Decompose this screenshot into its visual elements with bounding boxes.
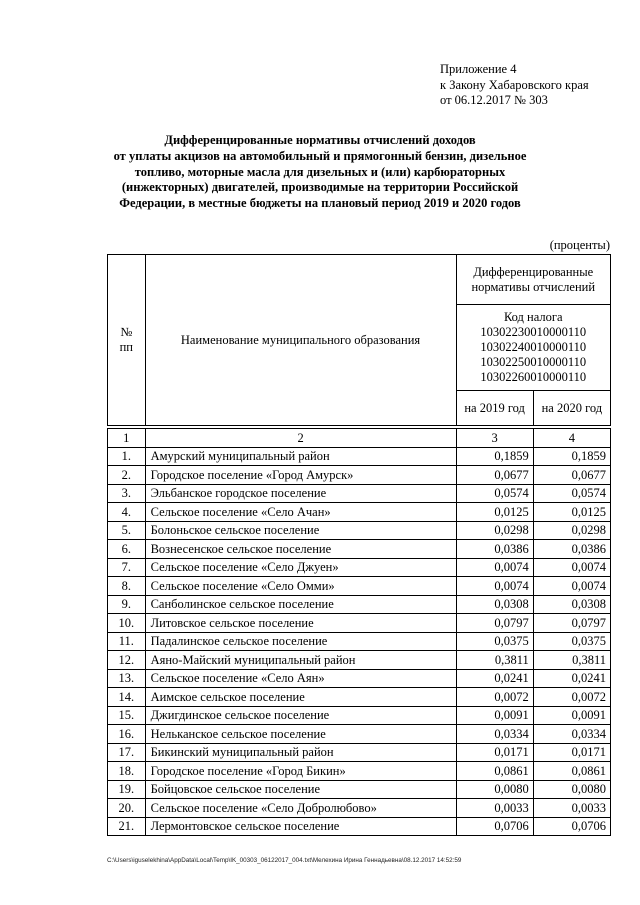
row-name: Аимское сельское поселение (145, 688, 456, 707)
row-name: Литовское сельское поселение (145, 614, 456, 633)
title-line: от уплаты акцизов на автомобильный и прямогонный бензин, дизельное (113, 148, 527, 163)
table-row (108, 466, 611, 485)
value-2019: 0,0171 (456, 743, 533, 762)
value-2020: 0,0375 (533, 632, 610, 651)
row-number: 19. (108, 780, 146, 799)
table-row (108, 817, 611, 836)
header-year-2019 (456, 391, 533, 426)
units-label: (проценты) (549, 238, 610, 252)
table-row (108, 447, 611, 466)
row-name: Болоньское сельское поселение (145, 521, 456, 540)
value-2020: 0,0072 (533, 688, 610, 707)
value-2020: 0,0574 (533, 484, 610, 503)
row-name: Сельское поселение «Село Омми» (145, 577, 456, 596)
row-number: 21. (108, 817, 146, 836)
row-number: 5. (108, 521, 146, 540)
table-row (108, 799, 611, 818)
value-2020: 0,0091 (533, 706, 610, 725)
tax-code: 10302230010000110 (480, 325, 587, 339)
table-row (108, 669, 611, 688)
annex-reference (440, 62, 589, 109)
row-number: 3. (108, 484, 146, 503)
title-line: топливо, моторные масла для дизельных и (или) карбюраторных (134, 164, 506, 179)
row-number: 13. (108, 669, 146, 688)
tax-code: 10302250010000110 (480, 355, 587, 369)
value-2019: 0,0080 (456, 780, 533, 799)
row-number: 6. (108, 540, 146, 559)
value-2019: 0,0574 (456, 484, 533, 503)
row-name: Бойцовское сельское поселение (145, 780, 456, 799)
value-2019: 0,1859 (456, 447, 533, 466)
row-name: Эльбанское городское поселение (145, 484, 456, 503)
table-row (108, 743, 611, 762)
table-row (108, 540, 611, 559)
value-2019: 0,0072 (456, 688, 533, 707)
value-2019: 0,3811 (456, 651, 533, 670)
table-row (108, 484, 611, 503)
value-2020: 0,0797 (533, 614, 610, 633)
row-number: 10. (108, 614, 146, 633)
tax-code-label: Код налога (503, 310, 563, 324)
row-number: 1. (108, 447, 146, 466)
value-2020: 0,0706 (533, 817, 610, 836)
value-2020: 0,0298 (533, 521, 610, 540)
column-number: 1 (108, 429, 146, 448)
value-2020: 0,0241 (533, 669, 610, 688)
value-2019: 0,0125 (456, 503, 533, 522)
row-name: Лермонтовское сельское поселение (145, 817, 456, 836)
table-row (108, 725, 611, 744)
table-row (108, 503, 611, 522)
row-number: 12. (108, 651, 146, 670)
header-name (145, 255, 456, 426)
table-row (108, 614, 611, 633)
title-line: (инжекторных) двигателей, производимые на территории Российской (121, 180, 519, 195)
tax-code: 10302240010000110 (480, 340, 587, 354)
value-2020: 0,0074 (533, 577, 610, 596)
row-name: Санболинское сельское поселение (145, 595, 456, 614)
table-row (108, 577, 611, 596)
column-number: 2 (145, 429, 456, 448)
value-2019: 0,0033 (456, 799, 533, 818)
row-number: 20. (108, 799, 146, 818)
header-year-2019-text: на 2019 год (464, 400, 525, 415)
annex-line-2: к Закону Хабаровского края (440, 77, 589, 92)
data-table-body (108, 429, 611, 836)
table-row (108, 651, 611, 670)
table-row (108, 688, 611, 707)
row-number: 4. (108, 503, 146, 522)
header-name-text: Наименование муниципального образования (180, 332, 421, 347)
header-num-text: № пп (119, 325, 133, 354)
row-name: Городское поселение «Город Амурск» (145, 466, 456, 485)
value-2019: 0,0241 (456, 669, 533, 688)
header-norms-text: Дифференцированные нормативы отчислений (471, 264, 596, 294)
value-2020: 0,0386 (533, 540, 610, 559)
header-num (108, 255, 146, 426)
value-2020: 0,0677 (533, 466, 610, 485)
value-2019: 0,0677 (456, 466, 533, 485)
table-row (108, 521, 611, 540)
row-number: 9. (108, 595, 146, 614)
row-name: Сельское поселение «Село Добролюбово» (145, 799, 456, 818)
row-name: Городское поселение «Город Бикин» (145, 762, 456, 781)
value-2020: 0,3811 (533, 651, 610, 670)
title-line: Федерации, в местные бюджеты на плановый период 2019 и 2020 годов (119, 196, 521, 211)
row-number: 14. (108, 688, 146, 707)
value-2019: 0,0091 (456, 706, 533, 725)
value-2020: 0,0074 (533, 558, 610, 577)
column-number: 3 (456, 429, 533, 448)
header-norms (456, 255, 610, 305)
value-2020: 0,0861 (533, 762, 610, 781)
row-number: 11. (108, 632, 146, 651)
table-row (108, 632, 611, 651)
table-header (107, 254, 611, 426)
data-table (107, 428, 611, 836)
table-row (108, 706, 611, 725)
header-year-2020-text: на 2020 год (541, 400, 603, 415)
value-2019: 0,0706 (456, 817, 533, 836)
annex-line-3: от 06.12.2017 № 303 (440, 93, 548, 107)
column-number: 4 (533, 429, 610, 448)
value-2019: 0,0308 (456, 595, 533, 614)
row-number: 8. (108, 577, 146, 596)
document-title (100, 133, 540, 212)
value-2020: 0,0125 (533, 503, 610, 522)
row-number: 18. (108, 762, 146, 781)
table-row (108, 762, 611, 781)
column-numbers-row (108, 429, 611, 448)
row-number: 7. (108, 558, 146, 577)
value-2020: 0,0334 (533, 725, 610, 744)
value-2020: 0,0171 (533, 743, 610, 762)
row-name: Вознесенское сельское поселение (145, 540, 456, 559)
value-2019: 0,0334 (456, 725, 533, 744)
value-2020: 0,0033 (533, 799, 610, 818)
value-2019: 0,0074 (456, 558, 533, 577)
row-name: Амурский муниципальный район (145, 447, 456, 466)
row-number: 15. (108, 706, 146, 725)
row-number: 16. (108, 725, 146, 744)
value-2019: 0,0386 (456, 540, 533, 559)
row-name: Сельское поселение «Село Джуен» (145, 558, 456, 577)
value-2019: 0,0797 (456, 614, 533, 633)
row-name: Падалинское сельское поселение (145, 632, 456, 651)
annex-line-1: Приложение 4 (440, 62, 517, 76)
tax-code: 10302260010000110 (480, 370, 587, 384)
row-number: 17. (108, 743, 146, 762)
row-name: Сельское поселение «Село Аян» (145, 669, 456, 688)
value-2019: 0,0074 (456, 577, 533, 596)
row-name: Бикинский муниципальный район (145, 743, 456, 762)
value-2020: 0,0308 (533, 595, 610, 614)
header-tax-codes (456, 305, 610, 391)
file-path-footer: C:\Users\iguselekhina\AppData\Local\Temp\IK_00303_06122017_004.txt\Мелехина Ирина Геннадьевна\08.12.2017 14:52:59 (107, 857, 462, 864)
value-2020: 0,1859 (533, 447, 610, 466)
value-2020: 0,0080 (533, 780, 610, 799)
title-line: Дифференцированные нормативы отчислений доходов (164, 133, 476, 147)
table-row (108, 780, 611, 799)
value-2019: 0,0861 (456, 762, 533, 781)
value-2019: 0,0375 (456, 632, 533, 651)
table-row (108, 595, 611, 614)
value-2019: 0,0298 (456, 521, 533, 540)
row-name: Нельканское сельское поселение (145, 725, 456, 744)
row-number: 2. (108, 466, 146, 485)
row-name: Аяно-Майский муниципальный район (145, 651, 456, 670)
header-year-2020 (533, 391, 610, 426)
table-row (108, 558, 611, 577)
row-name: Сельское поселение «Село Ачан» (145, 503, 456, 522)
row-name: Джигдинское сельское поселение (145, 706, 456, 725)
